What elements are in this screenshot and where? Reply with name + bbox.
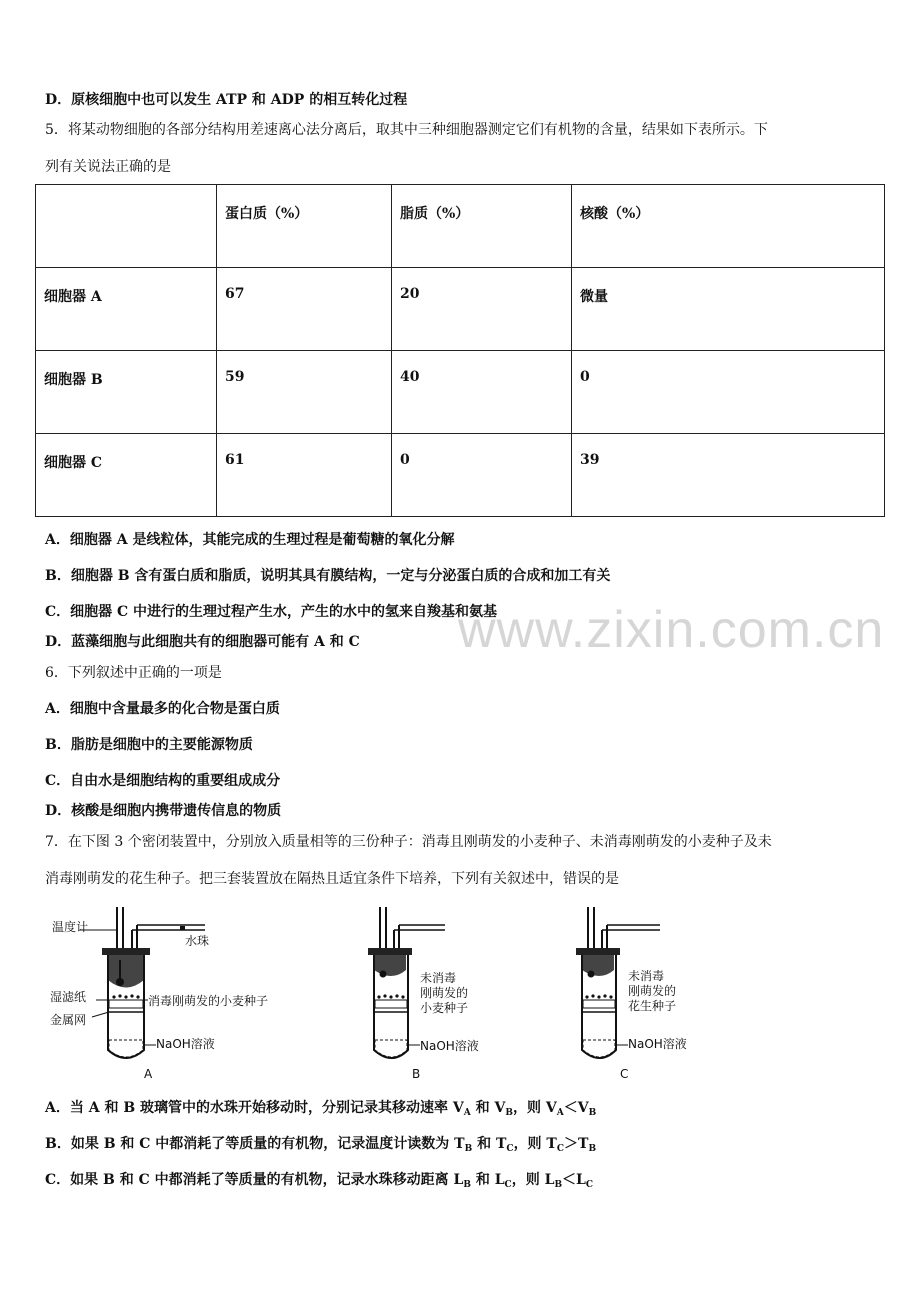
q6-option-c: C．自由水是细胞结构的重要组成成分	[45, 773, 281, 789]
apparatus-figure	[40, 900, 700, 1085]
table-cell: 细胞器 C	[36, 434, 217, 517]
table-row	[36, 268, 885, 351]
q7-option-c: C．如果 B 和 C 中都消耗了等质量的有机物，记录水珠移动距离 $L_B$ 和 $L_C$，则 $L_B<L_C$	[45, 1172, 594, 1190]
seed-label-b-line-2: 刚萌发的	[420, 986, 469, 1000]
naoh-label-a: NaOH溶液	[156, 1037, 215, 1051]
seed-label-c-line-1: 未消毒	[628, 969, 665, 983]
table-cell: 细胞器 A	[36, 268, 217, 351]
q6-option-a: A．细胞中含量最多的化合物是蛋白质	[45, 701, 280, 717]
table-cell: 微量	[572, 268, 885, 351]
q6-stem: 6．下列叙述中正确的一项是	[45, 665, 222, 681]
organelle-table	[35, 184, 885, 517]
table-header-cell: 脂质（%）	[392, 185, 572, 268]
table-cell: 40	[392, 351, 572, 434]
thermometer-label: 温度计	[52, 920, 89, 934]
q7-option-a: A．当 A 和 B 玻璃管中的水珠开始移动时，分别记录其移动速率 $V_A$ 和 $V_B$，则 $V_A<V_B$	[45, 1100, 597, 1118]
seed-label-b-line-1: 未消毒	[420, 971, 457, 985]
apparatus-label-b: B	[412, 1067, 421, 1081]
q5-stem-line-2: 列有关说法正确的是	[45, 159, 171, 175]
table-cell: 0	[572, 351, 885, 434]
apparatus-c	[576, 907, 687, 1081]
q5-option-d: D．蓝藻细胞与此细胞共有的细胞器可能有 A 和 C	[45, 634, 360, 650]
q5-option-c: C．细胞器 C 中进行的生理过程产生水，产生的水中的氢来自羧基和氨基	[45, 604, 498, 620]
table-cell: 59	[217, 351, 392, 434]
table-header-row	[36, 185, 885, 268]
seed-label-c-line-2: 刚萌发的	[628, 984, 677, 998]
q6-option-b: B．脂肪是细胞中的主要能源物质	[45, 737, 253, 753]
table-cell: 细胞器 B	[36, 351, 217, 434]
water-bead-icon	[180, 926, 185, 930]
apparatus-b	[368, 907, 479, 1081]
q5-option-b: B．细胞器 B 含有蛋白质和脂质，说明其具有膜结构，一定与分泌蛋白质的合成和加工有关	[45, 568, 611, 584]
apparatus-label-c: C	[620, 1067, 629, 1081]
q5-stem-line-1: 5．将某动物细胞的各部分结构用差速离心法分离后，取其中三种细胞器测定它们有机物的含量，结果如下表所示。下	[45, 122, 768, 138]
wet-filter-paper-label: 湿滤纸	[50, 990, 87, 1004]
apparatus-label-a: A	[144, 1067, 153, 1081]
table-cell: 20	[392, 268, 572, 351]
q5-option-a: A．细胞器 A 是线粒体，其能完成的生理过程是葡萄糖的氧化分解	[45, 532, 455, 548]
seed-label-b-line-3: 小麦种子	[420, 1001, 469, 1015]
table-header-cell: 蛋白质（%）	[217, 185, 392, 268]
watermark: www.zixin.com.cn	[458, 601, 885, 659]
q4-option-d: D．原核细胞中也可以发生 ATP 和 ADP 的相互转化过程	[45, 92, 408, 108]
table-cell: 39	[572, 434, 885, 517]
table-header-cell	[36, 185, 217, 268]
naoh-label-b: NaOH溶液	[420, 1039, 479, 1053]
table-row	[36, 351, 885, 434]
table-cell: 61	[217, 434, 392, 517]
table-cell: 67	[217, 268, 392, 351]
table-cell: 0	[392, 434, 572, 517]
table-row	[36, 434, 885, 517]
seed-label-a: 消毒刚萌发的小麦种子	[148, 994, 269, 1008]
q6-option-d: D．核酸是细胞内携带遗传信息的物质	[45, 803, 282, 819]
seed-label-c-line-3: 花生种子	[628, 999, 677, 1013]
apparatus-a	[50, 907, 268, 1081]
q7-stem-line-2: 消毒刚萌发的花生种子。把三套装置放在隔热且适宜条件下培养，下列有关叙述中，错误的是	[45, 871, 619, 887]
q7-stem-line-1: 7．在下图 3 个密闭装置中，分别放入质量相等的三份种子：消毒且刚萌发的小麦种子、未消毒刚萌发的小麦种子及未	[45, 834, 772, 850]
water-bead-label: 水珠	[185, 934, 210, 948]
metal-mesh-label: 金属网	[50, 1013, 87, 1027]
q7-option-b: B．如果 B 和 C 中都消耗了等质量的有机物，记录温度计读数为 $T_B$ 和 $T_C$，则 $T_C>T_B$	[45, 1136, 597, 1154]
naoh-label-c: NaOH溶液	[628, 1037, 687, 1051]
table-header-cell: 核酸（%）	[572, 185, 885, 268]
